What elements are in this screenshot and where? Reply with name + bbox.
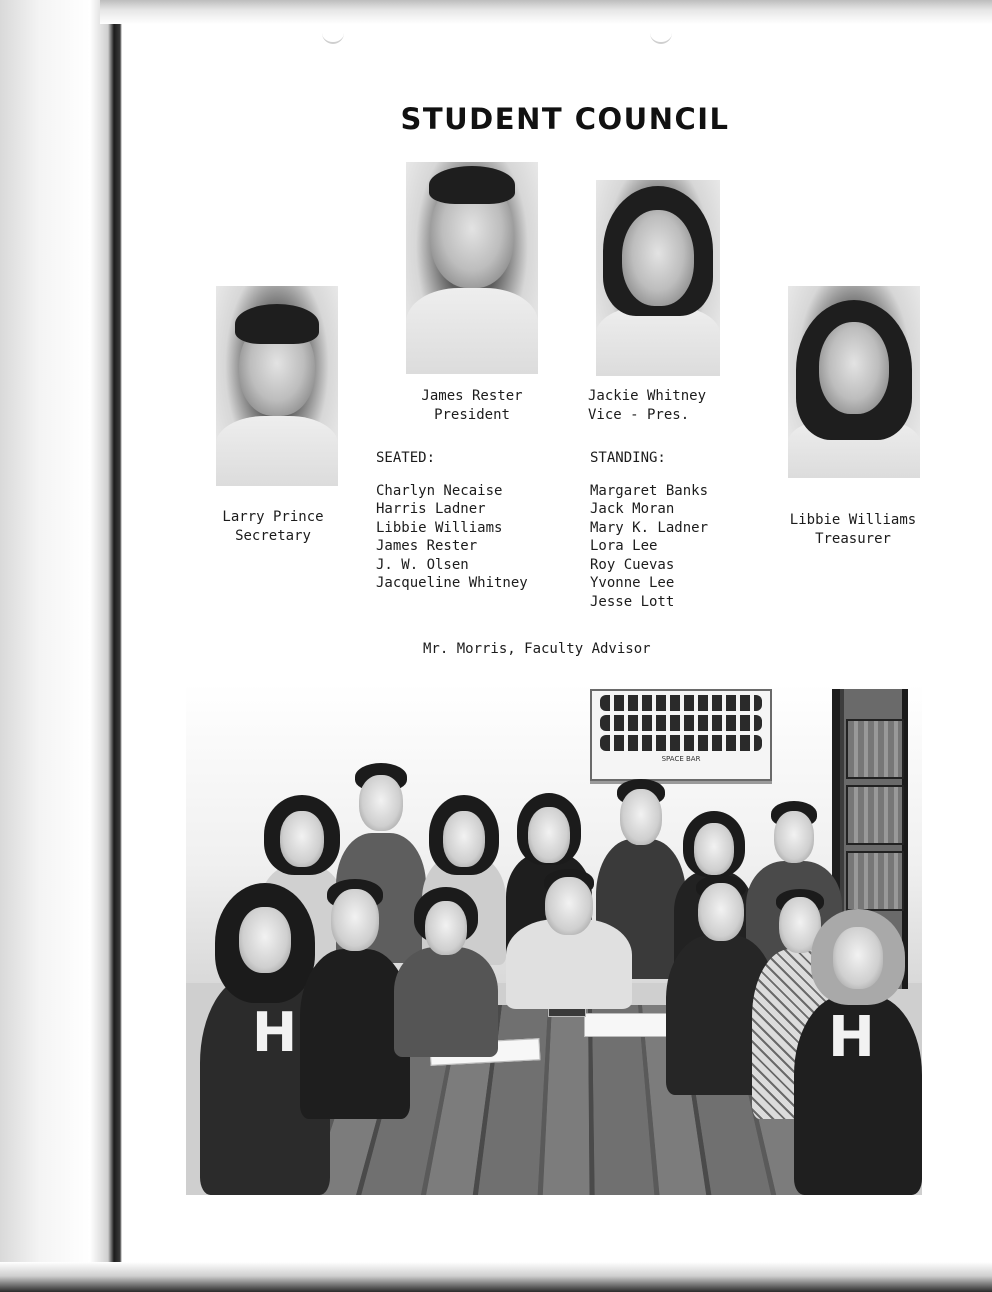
portrait-treasurer xyxy=(788,286,920,478)
caption-president xyxy=(402,387,542,425)
list-item: Libbie Williams xyxy=(376,519,503,536)
chart-caption: SPACE BAR xyxy=(661,755,701,763)
list-item: Lora Lee xyxy=(590,538,658,554)
list-item: Mary K. Ladner xyxy=(590,519,709,536)
list-item: Harris Ladner xyxy=(376,501,486,517)
caption-vice-president xyxy=(588,387,728,425)
standing-list xyxy=(590,449,708,611)
book-binding-edge xyxy=(0,0,122,1292)
seated-heading: SEATED: xyxy=(376,450,436,466)
officer-name: James Rester xyxy=(421,388,523,404)
officer-role: Vice - Pres. xyxy=(588,407,690,423)
portrait-secretary xyxy=(216,286,338,486)
list-item: Jacqueline Whitney xyxy=(376,575,528,591)
list-item: Jesse Lott xyxy=(590,593,675,610)
seated-person xyxy=(394,887,498,1057)
seated-list xyxy=(376,449,528,593)
officer-name: Larry Prince xyxy=(222,509,324,525)
officer-role: Treasurer xyxy=(815,531,891,547)
caption-secretary xyxy=(198,508,348,546)
list-item: J. W. Olsen xyxy=(376,556,469,573)
portrait-vice-president xyxy=(596,180,720,376)
officer-role: Secretary xyxy=(235,528,311,544)
portrait-president xyxy=(406,162,538,374)
page-top-edge xyxy=(100,0,992,24)
list-item: Roy Cuevas xyxy=(590,556,675,573)
punch-mark-right xyxy=(650,30,672,44)
typing-keyboard-chart xyxy=(590,689,772,781)
officer-name: Libbie Williams xyxy=(789,512,917,528)
faculty-advisor-line: Mr. Morris, Faculty Advisor xyxy=(423,641,651,657)
seated-person: H xyxy=(200,883,330,1195)
officer-role: President xyxy=(434,407,510,423)
standing-heading: STANDING: xyxy=(590,450,666,466)
page-bottom-edge xyxy=(0,1262,992,1292)
punch-mark-left xyxy=(322,30,344,44)
officer-name: Jackie Whitney xyxy=(588,388,707,404)
page-title: STUDENT COUNCIL xyxy=(400,102,730,136)
seated-person: H xyxy=(794,909,922,1195)
list-item: Yvonne Lee xyxy=(590,575,675,591)
list-item: Charlyn Necaise xyxy=(376,482,503,499)
seated-person xyxy=(506,869,632,1009)
list-item: Margaret Banks xyxy=(590,482,709,499)
list-item: Jack Moran xyxy=(590,501,675,517)
list-item: James Rester xyxy=(376,538,478,554)
group-photo xyxy=(186,683,922,1195)
paper-on-table xyxy=(584,1013,674,1037)
caption-treasurer xyxy=(772,511,934,549)
